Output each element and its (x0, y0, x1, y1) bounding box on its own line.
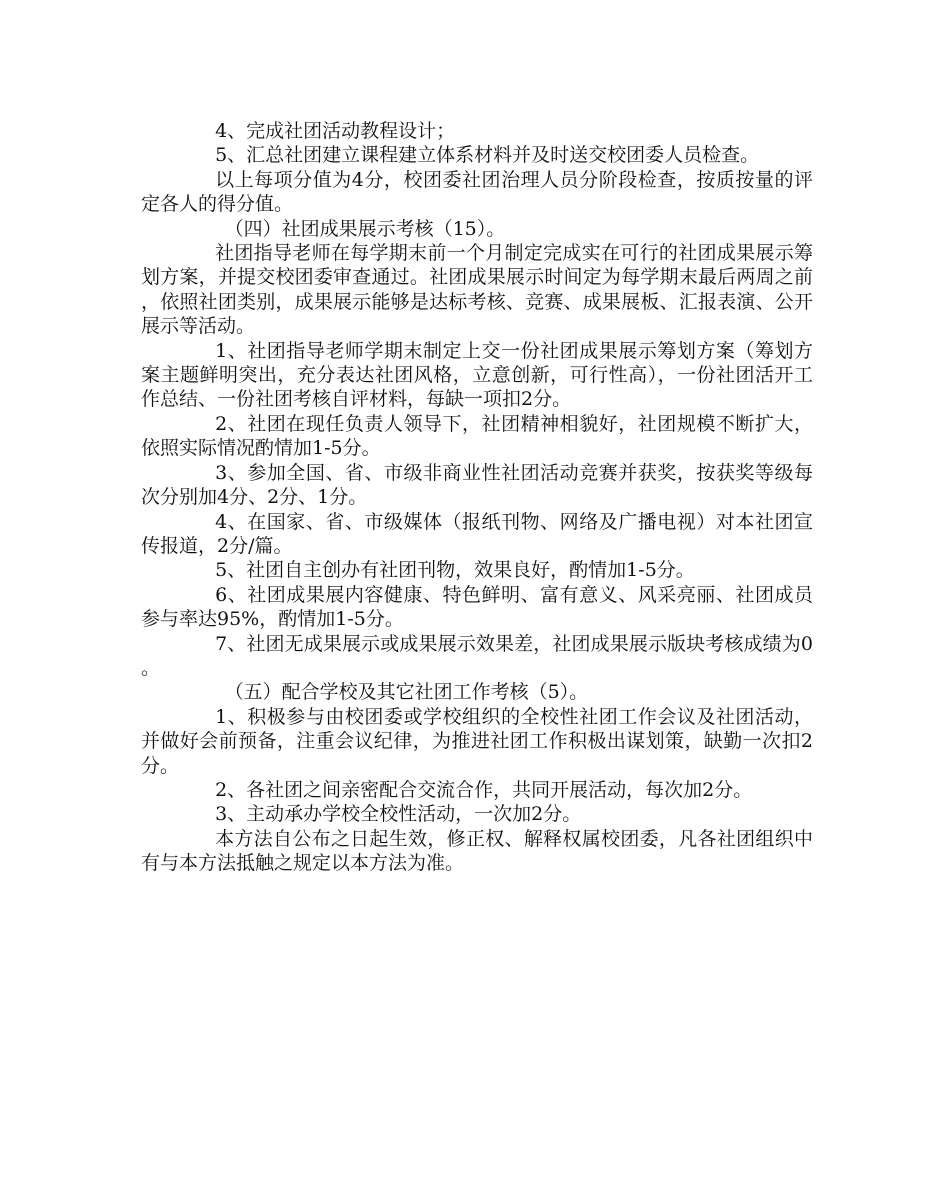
section-heading-5: （五）配合学校及其它社团工作考核（5）。 (224, 681, 589, 704)
paragraph-section-5-item-1: 1、积极参与由校团委或学校组织的全校性社团工作会议及社团活动，并做好会前预备，注重会议纪律，为推进社团工作积极出谋划策，缺勤一次扣2分。 (141, 705, 813, 777)
paragraph-effective-clause: 本方法自公布之日起生效，修正权、解释权属校团委，凡各社团组织中有与本方法抵触之规定以本方法为准。 (141, 827, 813, 875)
paragraph-section-4-item-3: 3、参加全国、省、市级非商业性社团活动竞赛并获奖，按获奖等级每次分别加4分、2分、1分。 (141, 461, 813, 509)
paragraph-section-4-item-1: 1、社团指导老师学期末制定上交一份社团成果展示筹划方案（筹划方案主题鲜明突出，充分表达社团风格，立意创新，可行性高），一份社团活开工作总结、一份社团考核自评材料，每缺一项扣2分。 (141, 339, 813, 411)
document-body (141, 119, 813, 876)
paragraph-section-4-item-4: 4、在国家、省、市级媒体（报纸刊物、网络及广播电视）对本社团宣传报道，2分/篇。 (141, 510, 813, 557)
paragraph-section-4-item-5: 5、社团自主创办有社团刊物，效果良好，酌情加1-5分。 (215, 559, 695, 582)
paragraph-section-4-item-6: 6、社团成果展内容健康、特色鲜明、富有意义、风采亮丽、社团成员参与率达95%，酌情加1-5分。 (141, 583, 813, 631)
paragraph-section-5-item-3: 3、主动承办学校全校性活动，一次加2分。 (215, 803, 582, 826)
paragraph-section-4-intro: 社团指导老师在每学期末前一个月制定完成实在可行的社团成果展示筹划方案，并提交校团委审查通过。社团成果展示时间定为每学期末最后两周之前，依照社团类别，成果展示能够是达标考核、竞赛、成果展板、汇报表演、公开展示等活动。 (141, 242, 813, 338)
paragraph-item-5: 5、汇总社团建立课程建立体系材料并及时送交校团委人员检查。 (215, 144, 760, 167)
paragraph-section-5-item-2: 2、各社团之间亲密配合交流合作，共同开展活动，每次加2分。 (215, 778, 753, 801)
paragraph-scoring-note: 以上每项分值为4分，校团委社团治理人员分阶段检查，按质按量的评定各人的得分值。 (141, 168, 813, 216)
paragraph-item-4: 4、完成社团活动教程设计； (215, 120, 456, 142)
paragraph-section-4-item-2: 2、社团在现任负责人领导下，社团精神相貌好，社团规模不断扩大，依照实际情况酌情加1-5分。 (141, 412, 813, 460)
paragraph-section-4-item-7: 7、社团无成果展示或成果展示效果差，社团成果展示版块考核成绩为0。 (141, 632, 813, 679)
section-heading-4: （四）社团成果展示考核（15）。 (224, 217, 506, 240)
